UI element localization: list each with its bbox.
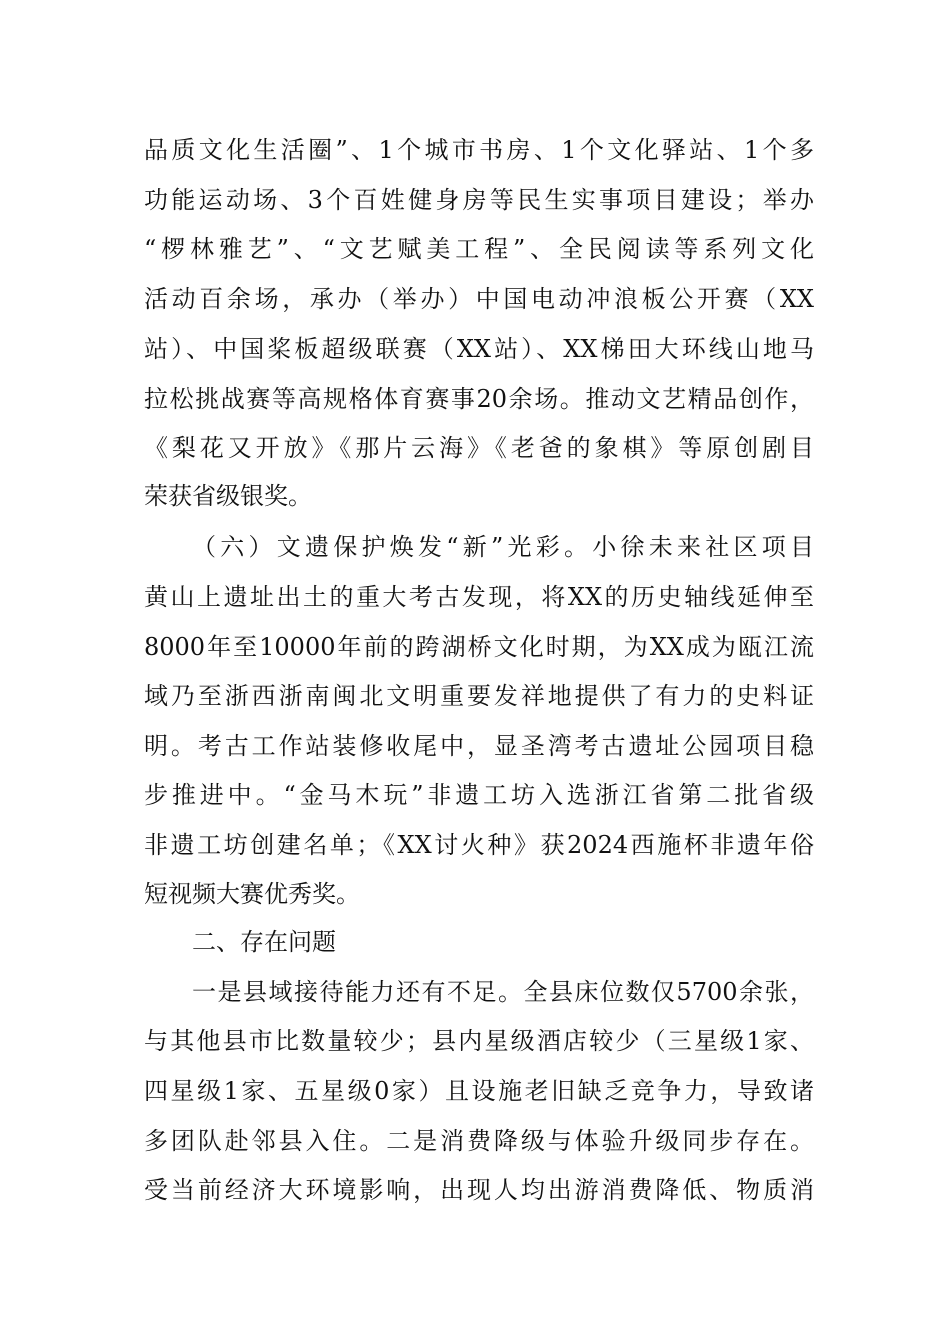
paragraph-line: 四星级1家、五星级0家）且设施老旧缺乏竞争力，导致诸 bbox=[144, 1077, 814, 1105]
paragraph-line: 非遗工坊创建名单；《XX讨火种》获2024西施杯非遗年俗 bbox=[144, 831, 814, 859]
paragraph-line: 8000年至10000年前的跨湖桥文化时期，为XX成为瓯江流 bbox=[144, 633, 814, 661]
paragraph-line: 与其他县市比数量较少；县内星级酒店较少（三星级1家、 bbox=[144, 1027, 814, 1055]
paragraph-line: “椤林雅艺”、“文艺赋美工程”、全民阅读等系列文化 bbox=[144, 235, 814, 263]
paragraph-line: 站）、中国桨板超级联赛（XX站）、XX梯田大环线山地马 bbox=[144, 335, 814, 363]
paragraph-line: 功能运动场、3个百姓健身房等民生实事项目建设；举办 bbox=[144, 186, 814, 214]
paragraph-line: 《梨花又开放》《那片云海》《老爸的象棋》等原创剧目 bbox=[144, 434, 814, 462]
paragraph-line: 黄山上遗址出土的重大考古发现，将XX的历史轴线延伸至 bbox=[144, 583, 814, 611]
paragraph-line: 一是县域接待能力还有不足。全县床位数仅5700余张， bbox=[192, 978, 814, 1006]
paragraph-line: 多团队赴邻县入住。二是消费降级与体验升级同步存在。 bbox=[144, 1127, 814, 1155]
paragraph-line: 受当前经济大环境影响，出现人均出游消费降低、物质消 bbox=[144, 1176, 814, 1204]
paragraph-line: 荣获省级银奖。 bbox=[144, 482, 312, 510]
paragraph-line: 域乃至浙西浙南闽北文明重要发祥地提供了有力的史料证 bbox=[144, 682, 814, 710]
paragraph-line: 步推进中。“金马木玩”非遗工坊入选浙江省第二批省级 bbox=[144, 781, 814, 809]
section-heading-line: （六）文遗保护焕发“新”光彩。小徐未来社区项目 bbox=[192, 533, 814, 561]
paragraph-line: 明。考古工作站装修收尾中，显圣湾考古遗址公园项目稳 bbox=[144, 732, 814, 760]
section-title: 二、存在问题 bbox=[192, 928, 336, 956]
paragraph-line: 活动百余场，承办（举办）中国电动冲浪板公开赛（XX bbox=[144, 285, 814, 313]
paragraph-line: 品质文化生活圈”、1个城市书房、1个文化驿站、1个多 bbox=[144, 136, 814, 164]
paragraph-line: 短视频大赛优秀奖。 bbox=[144, 880, 360, 908]
paragraph-line: 拉松挑战赛等高规格体育赛事20余场。推动文艺精品创作， bbox=[144, 385, 814, 413]
